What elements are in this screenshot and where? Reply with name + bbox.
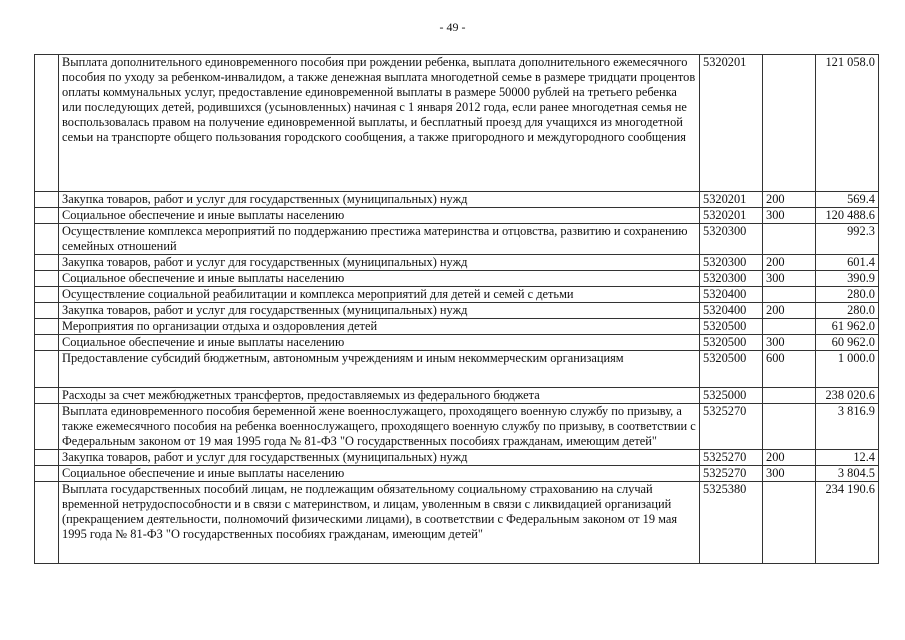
expense-type-code: [763, 404, 816, 450]
amount: 601.4: [816, 255, 879, 271]
target-code: 5325270: [700, 450, 763, 466]
table-row: [35, 450, 879, 466]
amount: 280.0: [816, 303, 879, 319]
table-row: [35, 192, 879, 208]
amount: 1 000.0: [816, 351, 879, 388]
target-code: 5320300: [700, 271, 763, 287]
expense-type-code: [763, 482, 816, 564]
table-row: [35, 404, 879, 450]
blank-cell: [35, 482, 59, 564]
target-code: 5320300: [700, 255, 763, 271]
blank-cell: [35, 208, 59, 224]
expense-type-code: 200: [763, 450, 816, 466]
expense-name: Закупка товаров, работ и услуг для государственных (муниципальных) нужд: [59, 255, 700, 271]
table-row: [35, 466, 879, 482]
budget-table-body: [35, 55, 879, 564]
expense-type-code: 300: [763, 271, 816, 287]
table-row: [35, 271, 879, 287]
blank-cell: [35, 388, 59, 404]
expense-type-code: [763, 55, 816, 192]
blank-cell: [35, 335, 59, 351]
expense-type-code: [763, 388, 816, 404]
expense-name: Выплата государственных пособий лицам, не подлежащим обязательному социальному страхованию на случай временной нетрудоспособности и в связи с материнством, и лицам, уволенным в связи с ликвидацией организаций (прекращением деятельности, полномочий физическими лицами), в соответствии с Федеральным законом от 19 мая 1995 года № 81-ФЗ "О государственных пособиях гражданам, имеющим детей": [59, 482, 700, 564]
expense-type-code: [763, 319, 816, 335]
expense-type-code: 300: [763, 466, 816, 482]
expense-name: Выплата единовременного пособия беременной жене военнослужащего, проходящего военную службу по призыву, а также ежемесячного пособия на ребенка военнослужащего, проходящего военную службу по призыву, в соответствии с Федеральным законом от 19 мая 1995 года № 81-ФЗ "О государственных пособиях гражданам, имеющим детей": [59, 404, 700, 450]
blank-cell: [35, 351, 59, 388]
table-row: [35, 255, 879, 271]
target-code: 5325270: [700, 404, 763, 450]
expense-name: Закупка товаров, работ и услуг для государственных (муниципальных) нужд: [59, 303, 700, 319]
expense-name: Социальное обеспечение и иные выплаты населению: [59, 335, 700, 351]
amount: 390.9: [816, 271, 879, 287]
table-row: [35, 55, 879, 192]
blank-cell: [35, 287, 59, 303]
target-code: 5320201: [700, 55, 763, 192]
expense-type-code: 600: [763, 351, 816, 388]
blank-cell: [35, 466, 59, 482]
table-row: [35, 482, 879, 564]
expense-type-code: 200: [763, 255, 816, 271]
expense-name: Выплата дополнительного единовременного пособия при рождении ребенка, выплата дополнительного ежемесячного пособия по уходу за ребенком-инвалидом, а также денежная выплата многодетной семье в размере тридцати процентов оплаты коммунальных услуг, предоставление единовременной выплаты в размере 50000 рублей на третьего ребенка или последующих детей, родившихся (усыновленных) начиная с 1 января 2012 года, если ранее многодетная семья не воспользовалась правом на получение единовременной выплаты, и бесплатный проезд для учащихся из многодетной семьи на транспорте общего пользования городского сообщения, а также пригородного и междугородного сообщения: [59, 55, 700, 192]
amount: 234 190.6: [816, 482, 879, 564]
blank-cell: [35, 450, 59, 466]
expense-name: Закупка товаров, работ и услуг для государственных (муниципальных) нужд: [59, 192, 700, 208]
amount: 569.4: [816, 192, 879, 208]
expense-name: Социальное обеспечение и иные выплаты населению: [59, 466, 700, 482]
target-code: 5320500: [700, 335, 763, 351]
amount: 992.3: [816, 224, 879, 255]
expense-type-code: [763, 287, 816, 303]
table-row: [35, 208, 879, 224]
table-row: [35, 303, 879, 319]
target-code: 5320300: [700, 224, 763, 255]
target-code: 5325000: [700, 388, 763, 404]
blank-cell: [35, 303, 59, 319]
blank-cell: [35, 319, 59, 335]
expense-name: Закупка товаров, работ и услуг для государственных (муниципальных) нужд: [59, 450, 700, 466]
amount: 61 962.0: [816, 319, 879, 335]
expense-name: Осуществление социальной реабилитации и комплекса мероприятий для детей и семей с детьми: [59, 287, 700, 303]
amount: 238 020.6: [816, 388, 879, 404]
target-code: 5320201: [700, 192, 763, 208]
expense-name: Социальное обеспечение и иные выплаты населению: [59, 271, 700, 287]
expense-name: Предоставление субсидий бюджетным, автономным учреждениям и иным некоммерческим организациям: [59, 351, 700, 388]
expense-name: Расходы за счет межбюджетных трансфертов, предоставляемых из федерального бюджета: [59, 388, 700, 404]
expense-type-code: 300: [763, 208, 816, 224]
target-code: 5320201: [700, 208, 763, 224]
amount: 121 058.0: [816, 55, 879, 192]
target-code: 5325380: [700, 482, 763, 564]
expense-name: Осуществление комплекса мероприятий по поддержанию престижа материнства и отцовства, развитию и сохранению семейных отношений: [59, 224, 700, 255]
table-row: [35, 224, 879, 255]
expense-type-code: 300: [763, 335, 816, 351]
blank-cell: [35, 271, 59, 287]
target-code: 5320500: [700, 319, 763, 335]
blank-cell: [35, 224, 59, 255]
expense-type-code: [763, 224, 816, 255]
blank-cell: [35, 55, 59, 192]
page-number: - 49 -: [439, 20, 466, 34]
amount: 3 804.5: [816, 466, 879, 482]
table-row: [35, 319, 879, 335]
blank-cell: [35, 255, 59, 271]
table-row: [35, 287, 879, 303]
amount: 12.4: [816, 450, 879, 466]
amount: 280.0: [816, 287, 879, 303]
table-row: [35, 351, 879, 388]
blank-cell: [35, 404, 59, 450]
budget-table: [34, 54, 879, 564]
target-code: 5320400: [700, 303, 763, 319]
amount: 120 488.6: [816, 208, 879, 224]
target-code: 5320400: [700, 287, 763, 303]
expense-name: Социальное обеспечение и иные выплаты населению: [59, 208, 700, 224]
amount: 60 962.0: [816, 335, 879, 351]
expense-type-code: 200: [763, 303, 816, 319]
amount: 3 816.9: [816, 404, 879, 450]
target-code: 5325270: [700, 466, 763, 482]
table-row: [35, 335, 879, 351]
expense-name: Мероприятия по организации отдыха и оздоровления детей: [59, 319, 700, 335]
table-row: [35, 388, 879, 404]
blank-cell: [35, 192, 59, 208]
target-code: 5320500: [700, 351, 763, 388]
expense-type-code: 200: [763, 192, 816, 208]
